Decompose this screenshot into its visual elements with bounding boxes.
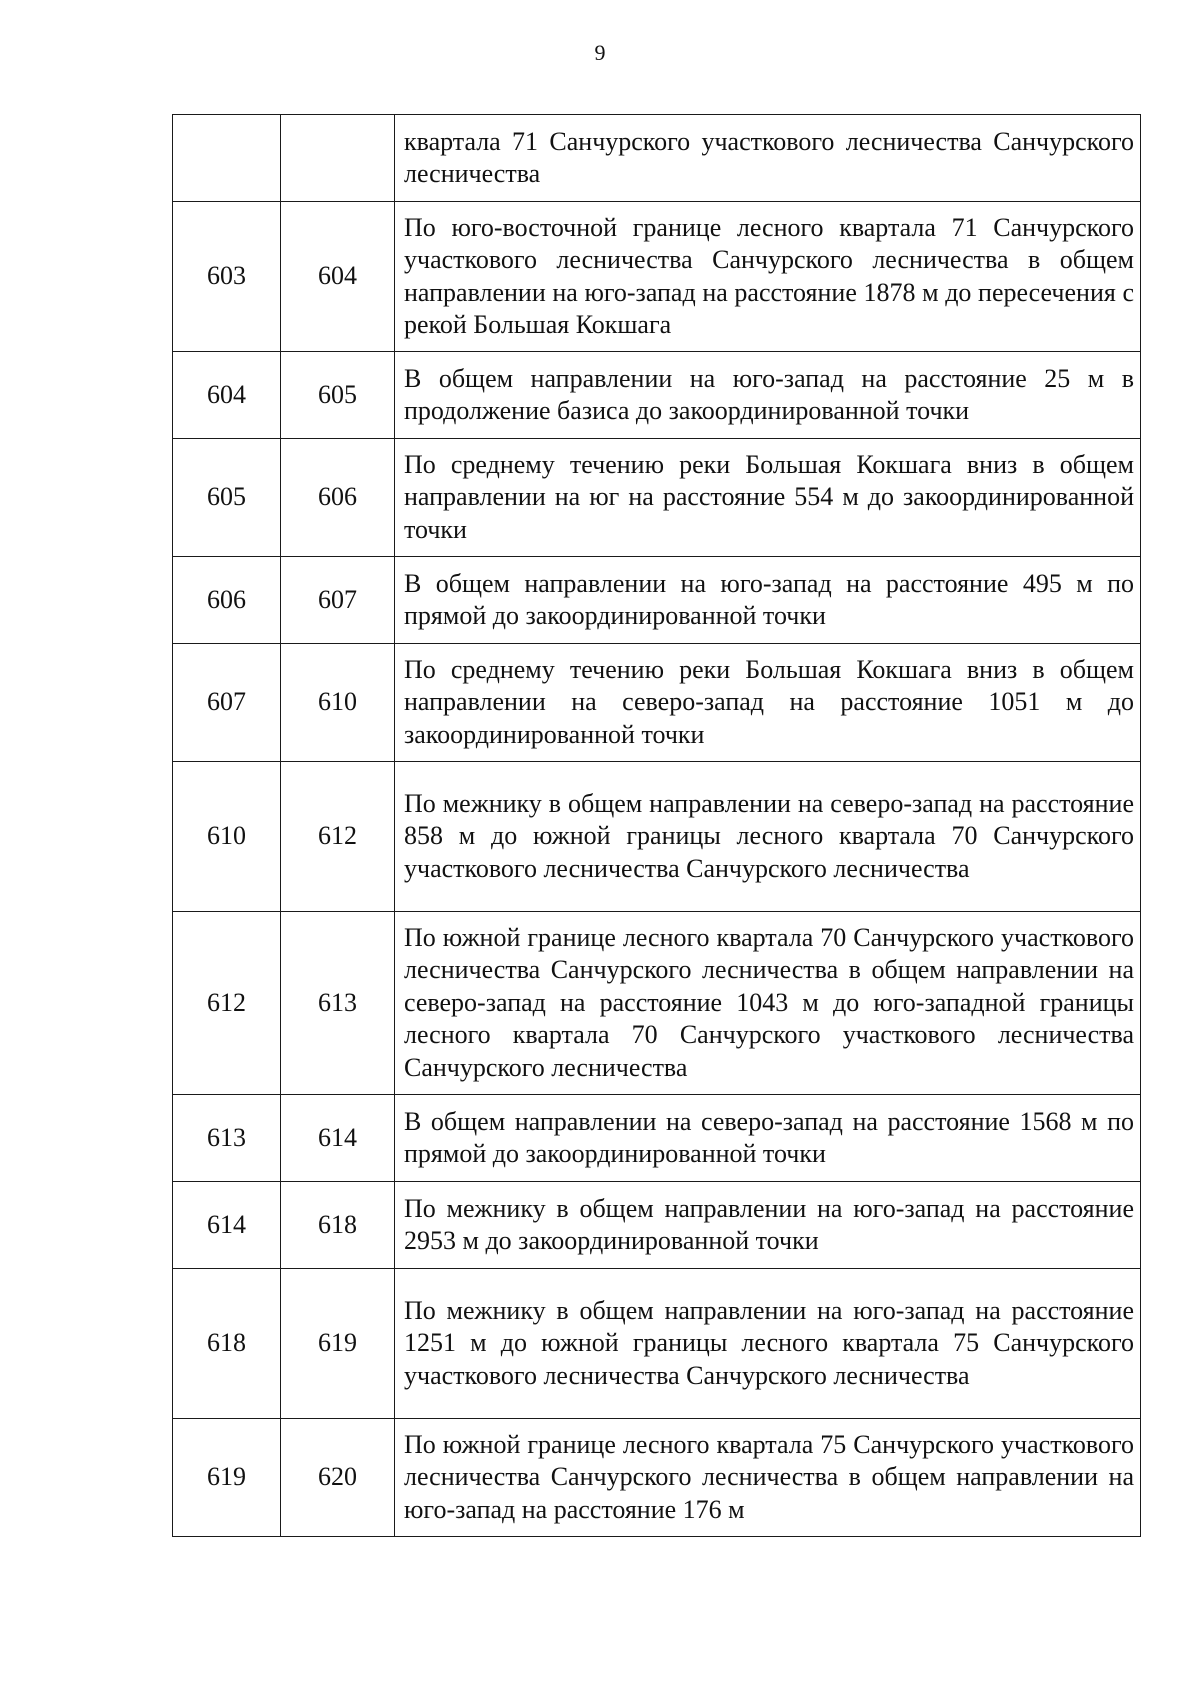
table-row — [173, 1419, 1141, 1537]
description-cell: По юго-восточной границе лесного квартала 71 Санчурского участкового лесничества Санчурского лесничества в общем направлении на юго-запад на расстояние 1878 м до пересечения с рекой Большая Кокшага — [395, 202, 1141, 352]
table-row — [173, 644, 1141, 762]
table-row — [173, 439, 1141, 557]
table-row — [173, 1269, 1141, 1419]
point-to-cell: 605 — [281, 352, 395, 439]
description-cell: В общем направлении на северо-запад на расстояние 1568 м по прямой до закоординированной точки — [395, 1095, 1141, 1182]
point-to-cell: 618 — [281, 1182, 395, 1269]
point-from-cell: 613 — [173, 1095, 281, 1182]
point-from-cell — [173, 115, 281, 202]
point-from-cell: 612 — [173, 912, 281, 1095]
description-cell: квартала 71 Санчурского участкового лесничества Санчурского лесничества — [395, 115, 1141, 202]
point-from-cell: 618 — [173, 1269, 281, 1419]
point-to-cell: 606 — [281, 439, 395, 557]
table-row — [173, 912, 1141, 1095]
table-row — [173, 202, 1141, 352]
point-to-cell: 607 — [281, 557, 395, 644]
point-to-cell: 620 — [281, 1419, 395, 1537]
page-number: 9 — [594, 40, 606, 65]
description-cell: По среднему течению реки Большая Кокшага вниз в общем направлении на северо-запад на расстояние 1051 м до закоординированной точки — [395, 644, 1141, 762]
table-row — [173, 1182, 1141, 1269]
point-to-cell: 610 — [281, 644, 395, 762]
point-from-cell: 619 — [173, 1419, 281, 1537]
point-to-cell: 604 — [281, 202, 395, 352]
boundary-table — [172, 114, 1141, 1537]
table-row — [173, 762, 1141, 912]
description-cell: По южной границе лесного квартала 70 Санчурского участкового лесничества Санчурского лесничества в общем направлении на северо-запад на расстояние 1043 м до юго-западной границы лесного квартала 70 Санчурского участкового лесничества Санчурского лесничества — [395, 912, 1141, 1095]
point-to-cell: 612 — [281, 762, 395, 912]
point-from-cell: 605 — [173, 439, 281, 557]
point-from-cell: 603 — [173, 202, 281, 352]
point-from-cell: 610 — [173, 762, 281, 912]
description-cell: В общем направлении на юго-запад на расстояние 495 м по прямой до закоординированной точки — [395, 557, 1141, 644]
point-from-cell: 606 — [173, 557, 281, 644]
point-from-cell: 607 — [173, 644, 281, 762]
point-to-cell: 614 — [281, 1095, 395, 1182]
description-cell: По южной границе лесного квартала 75 Санчурского участкового лесничества Санчурского лесничества в общем направлении на юго-запад на расстояние 176 м — [395, 1419, 1141, 1537]
point-from-cell: 614 — [173, 1182, 281, 1269]
point-from-cell: 604 — [173, 352, 281, 439]
description-cell: По межнику в общем направлении на северо-запад на расстояние 858 м до южной границы лесного квартала 70 Санчурского участкового лесничества Санчурского лесничества — [395, 762, 1141, 912]
table-row — [173, 557, 1141, 644]
description-cell: По межнику в общем направлении на юго-запад на расстояние 1251 м до южной границы лесного квартала 75 Санчурского участкового лесничества Санчурского лесничества — [395, 1269, 1141, 1419]
point-to-cell: 619 — [281, 1269, 395, 1419]
table-row — [173, 115, 1141, 202]
description-cell: По среднему течению реки Большая Кокшага вниз в общем направлении на юг на расстояние 554 м до закоординированной точки — [395, 439, 1141, 557]
point-to-cell: 613 — [281, 912, 395, 1095]
table-row — [173, 1095, 1141, 1182]
description-cell: По межнику в общем направлении на юго-запад на расстояние 2953 м до закоординированной точки — [395, 1182, 1141, 1269]
description-cell: В общем направлении на юго-запад на расстояние 25 м в продолжение базиса до закоординированной точки — [395, 352, 1141, 439]
table-row — [173, 352, 1141, 439]
point-to-cell — [281, 115, 395, 202]
